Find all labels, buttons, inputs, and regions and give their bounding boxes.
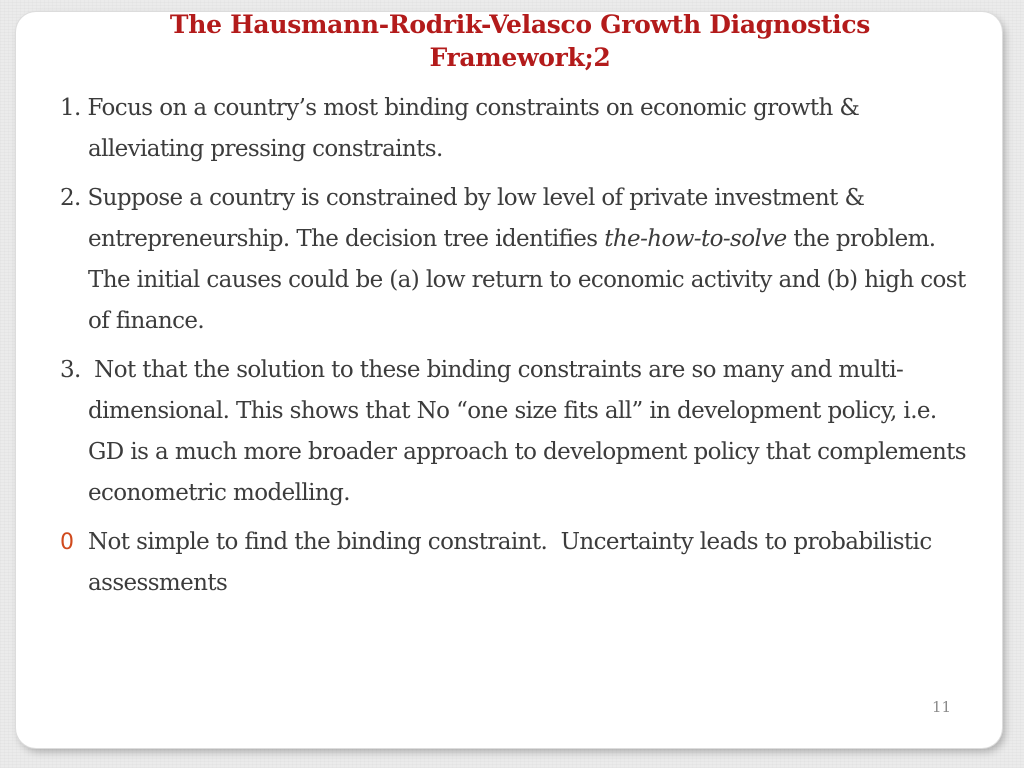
point-2-number: 2. xyxy=(60,185,81,211)
point-2-italic-phrase: the-how-to-solve xyxy=(604,226,787,252)
point-2-text-after: the problem. The initial causes could be (a) low return to economic activity and (b) high cost of finance. xyxy=(88,226,966,334)
slide-body xyxy=(60,88,973,604)
point-1-number: 1. xyxy=(60,95,81,121)
point-1 xyxy=(60,88,970,170)
point-2 xyxy=(60,178,970,342)
slide-title xyxy=(60,8,980,74)
point-1-text: Focus on a country’s most binding constraints on economic growth & alleviating pressing constraints. xyxy=(80,95,860,162)
point-3 xyxy=(60,350,973,514)
point-3-number: 3. xyxy=(60,357,81,383)
page-number: 11 xyxy=(932,698,952,716)
slide-title-line-1: The Hausmann-Rodrik-Velasco Growth Diagnostics xyxy=(169,10,871,39)
bullet-text: Not simple to find the binding constraint. Uncertainty leads to probabilistic assessments xyxy=(88,529,939,596)
bullet-item xyxy=(60,522,970,604)
bullet-icon: 0 xyxy=(60,530,74,555)
point-3-text: Not that the solution to these binding constraints are so many and multi-dimensional. This shows that No “one size fits all” in development policy, i.e. GD is a much more broader approach to development policy that complements econometric modelling. xyxy=(80,357,973,506)
point-2-text-before: Suppose a country is constrained by low level of private investment & entrepreneurship. The decision tree identifies xyxy=(80,185,865,252)
slide-title-line-2: Framework;2 xyxy=(429,43,611,72)
